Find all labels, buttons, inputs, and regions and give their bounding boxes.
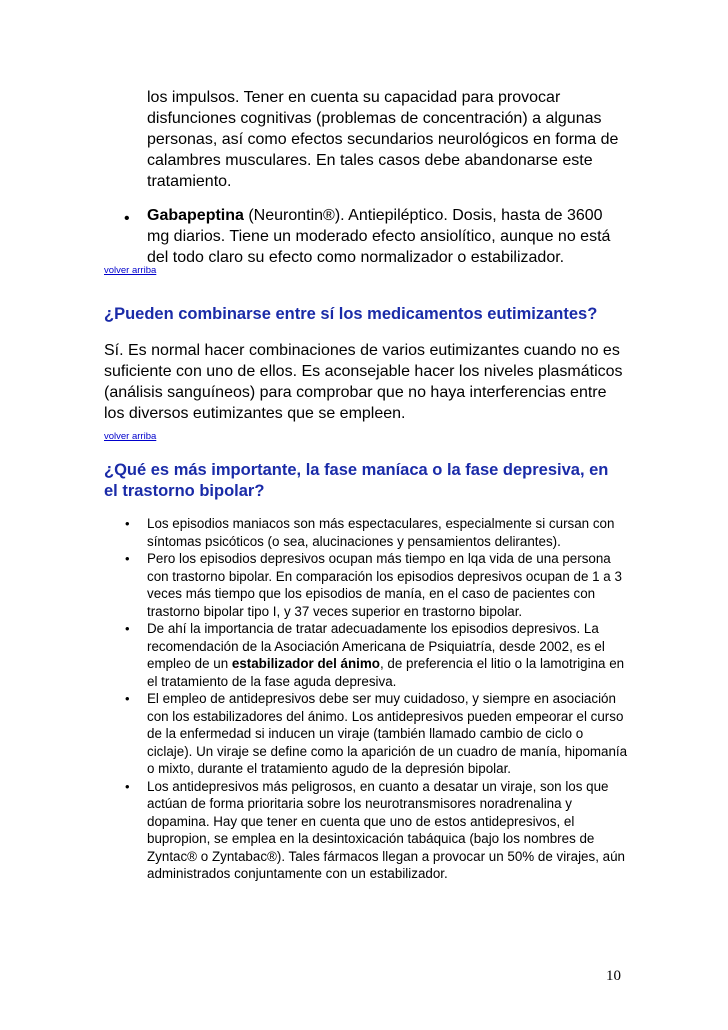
section-heading-phases: ¿Qué es más importante, la fase maníaca o la fase depresiva, en el trastorno bipolar? bbox=[104, 461, 609, 500]
list-item-text: Los episodios maniacos son más espectaculares, especialmente si cursan con síntomas psicóticos (o sea, alucinaciones y pensamientos delirantes). bbox=[147, 516, 615, 549]
bullet-icon: • bbox=[124, 210, 130, 227]
list-item-text: El empleo de antidepresivos debe ser muy cuidadoso, y siempre en asociación con los estabilizadores del ánimo. Los antidepresivos pueden empeorar el curso de la enfermedad si inducen un viraje (también llamado cambio de ciclo o ciclaje). Un viraje se define como la aparición de un cuadro de manía, hipomanía o mixto, durante el tratamiento agudo de la depresión bipolar. bbox=[147, 691, 628, 776]
continuation-paragraph: los impulsos. Tener en cuenta su capacidad para provocar disfunciones cognitivas (problemas de concentración) a algunas personas, así como efectos secundarios neurológicos en forma de calambres musculares. En tales casos debe abandonarse este tratamiento. bbox=[147, 89, 619, 190]
gabapentina-item bbox=[147, 205, 627, 268]
list-item-text-start: De ahí la importancia de tratar adecuadamente los episodios depresivos. La recomendación de la Asociación Americana de Psiquiatría, desde 2002, es el empleo de un bbox=[147, 621, 605, 671]
section-heading-combinations: ¿Pueden combinarse entre sí los medicamentos eutimizantes? bbox=[104, 305, 598, 323]
bullet-icon: • bbox=[125, 778, 130, 794]
list-item bbox=[124, 620, 630, 690]
bullet-icon: • bbox=[125, 691, 130, 706]
drug-name: Gabapeptina bbox=[147, 207, 244, 224]
bullet-icon: • bbox=[125, 551, 130, 566]
list-item-text: Los antidepresivos más peligrosos, en cuanto a desatar un viraje, son los que actúan de forma prioritaria sobre los neurotransmisores noradrenalina y dopamina. Hay que tener en cuenta que uno de estos antidepresivos, el bupropion, se emplea en la desintoxicación tabáquica (bajo los nombres de Zyntac® o Zyntabac®). Tales fármacos llegan a provocar un 50% de virajes, aún administrados conjuntamente con un estabilizador. bbox=[147, 778, 625, 881]
list-item bbox=[124, 690, 630, 778]
back-to-top-link[interactable]: volver arriba bbox=[104, 431, 157, 442]
back-to-top-link[interactable]: volver arriba bbox=[104, 265, 157, 276]
bullet-icon: • bbox=[125, 621, 130, 636]
page-number: 10 bbox=[606, 968, 621, 984]
phases-list bbox=[124, 515, 630, 883]
section-body-combinations: Sí. Es normal hacer combinaciones de varios eutimizantes cuando no es suficiente con uno de ellos. Es aconsejable hacer los niveles plasmáticos (análisis sanguíneos) para comprobar que no haya interferencias entre los diversos eutimizantes que se empleen. bbox=[104, 342, 623, 422]
list-item bbox=[124, 515, 630, 550]
bullet-icon: • bbox=[125, 516, 130, 531]
emphasis-mood-stabilizer: estabilizador del ánimo bbox=[231, 656, 380, 671]
list-item-text: Pero los episodios depresivos ocupan más tiempo en lqa vida de una persona con trastorno bipolar. En comparación los episodios depresivos ocupan de 1 a 3 veces más tiempo que los episodios de manía, en el caso de pacientes con trastorno bipolar tipo I, y 37 veces superior en trastorno bipolar. bbox=[147, 551, 622, 619]
list-item-text-end: , de preferencia el litio o la lamotrigina en el tratamiento de la fase aguda depresiva. bbox=[147, 656, 625, 689]
list-item bbox=[124, 778, 630, 883]
list-item bbox=[124, 550, 630, 620]
drug-description: (Neurontin®). Antiepiléptico. Dosis, hasta de 3600 mg diarios. Tiene un moderado efecto ansiolítico, aunque no está del todo claro su efecto como normalizador o estabilizador. bbox=[147, 207, 611, 266]
